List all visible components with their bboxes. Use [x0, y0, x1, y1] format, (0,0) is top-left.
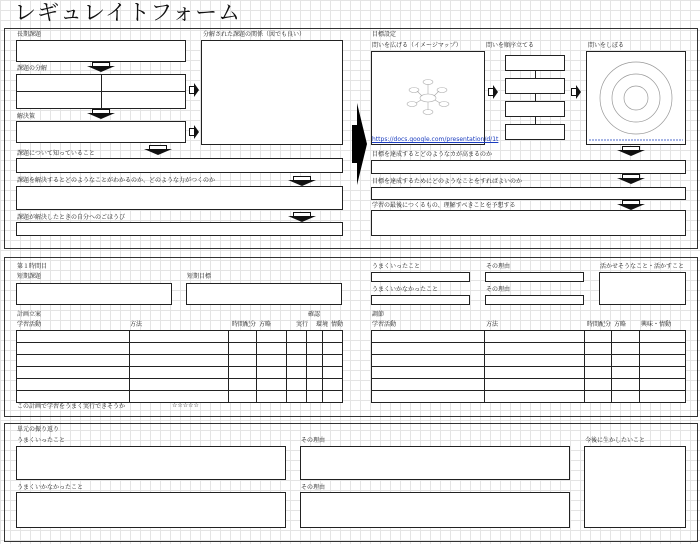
exec-header: 実行	[296, 321, 309, 328]
predict-box[interactable]	[371, 210, 686, 236]
table-row	[17, 367, 343, 379]
solution-box[interactable]	[16, 121, 186, 143]
went-well-label: うまくいったこと	[17, 437, 66, 444]
activity-header: 学習活動	[17, 321, 42, 328]
short-goal-box[interactable]	[186, 283, 342, 305]
environment-header: 環境	[316, 321, 329, 328]
presentation-link[interactable]: https://docs.google.com/presentation/d/1t	[372, 136, 499, 143]
widen-label: 問いを広げる（イメージマップ）	[372, 42, 462, 49]
table-row	[372, 355, 686, 367]
how-box[interactable]	[371, 187, 686, 200]
reason2-label: その理由	[301, 484, 326, 491]
strategy-header: 方略	[259, 321, 272, 328]
went-well-label: うまくいったこと	[372, 263, 421, 270]
known-box[interactable]	[16, 158, 343, 173]
confirm-label: 確認	[308, 311, 321, 318]
goal-setting-label: 目標設定	[372, 31, 397, 38]
narrow-target-box[interactable]	[586, 51, 686, 145]
future-box[interactable]	[584, 446, 686, 528]
method2-header: 方法	[486, 321, 499, 328]
table-row	[17, 331, 343, 343]
short-issue-label: 短期課題	[17, 273, 42, 280]
table-row	[372, 379, 686, 391]
short-goal-label: 短期目標	[187, 273, 212, 280]
reason-box[interactable]	[485, 272, 584, 282]
future-label: 今後に生かしたいこと	[585, 437, 646, 444]
order-box-4[interactable]	[505, 124, 565, 140]
time-alloc2-header: 時間配分	[587, 321, 612, 328]
big-arrow-right-icon	[352, 103, 366, 185]
long-term-issue-box[interactable]	[16, 40, 186, 62]
breakdown-divider-h	[16, 91, 186, 92]
reason2-label: その理由	[486, 286, 511, 293]
table-row	[372, 331, 686, 343]
order-box-1[interactable]	[505, 55, 565, 71]
plan-label: 計画立案	[17, 311, 42, 318]
went-bad-box[interactable]	[16, 492, 286, 528]
plan-table[interactable]	[16, 330, 343, 403]
order-connector	[535, 94, 536, 101]
table-row	[17, 355, 343, 367]
reward-label: 課題が解決したときの自分へのごほうび	[17, 214, 126, 221]
order-connector	[535, 71, 536, 78]
adjust-table[interactable]	[371, 330, 686, 403]
reason-label: その理由	[301, 437, 326, 444]
interest-header: 興味・情動	[641, 321, 672, 328]
target-circles-icon	[587, 52, 685, 144]
session-label: 第１時間目	[17, 263, 48, 270]
apply-box[interactable]	[599, 272, 686, 305]
long-term-issue-label: 長期課題	[17, 31, 42, 38]
order-box-2[interactable]	[505, 78, 565, 94]
method-header: 方法	[130, 321, 143, 328]
narrow-label: 問いをしぼる	[588, 42, 625, 49]
reason-box[interactable]	[300, 446, 570, 480]
predict-label: 学習の最後につくるもの、理解すべきことを予想する	[372, 202, 516, 209]
what-power-label: 課題を解決するとどのようなことがわかるのか、どのような力がつくのか	[17, 177, 216, 184]
mindmap-icon	[372, 52, 484, 144]
how-label: 目標を達成するためにどのようなことをすればよいのか	[372, 178, 523, 185]
self-eval-label: この計画で学習をうまく実行できそうか	[17, 403, 126, 410]
strategy2-header: 方略	[614, 321, 627, 328]
order-label: 問いを順序立てる	[486, 42, 535, 49]
table-row	[372, 343, 686, 355]
reward-box[interactable]	[16, 222, 343, 236]
issue-breakdown-label: 課題の分解	[17, 65, 48, 72]
adjust-label: 調節	[372, 311, 385, 318]
went-well-box[interactable]	[371, 272, 470, 282]
order-connector	[535, 117, 536, 124]
image-map-box[interactable]	[371, 51, 485, 145]
table-row	[372, 391, 686, 403]
short-issue-box[interactable]	[16, 283, 172, 305]
what-power-box[interactable]	[16, 186, 343, 210]
reason-label: その理由	[486, 263, 511, 270]
raise-label: 目標を達成するとどのようなカが高まるのか	[372, 151, 493, 158]
solution-label: 解決策	[17, 113, 36, 120]
order-box-3[interactable]	[505, 101, 565, 117]
went-bad-label: うまくいかなかったこと	[17, 484, 84, 491]
relation-label: 分解された課題の関係（図でも良い）	[203, 31, 306, 38]
reason2-box[interactable]	[485, 295, 584, 305]
raise-box[interactable]	[371, 160, 686, 174]
page-title: レギュレイトフォーム	[14, 1, 242, 26]
reason2-box[interactable]	[300, 492, 570, 528]
table-row	[17, 343, 343, 355]
went-well-box[interactable]	[16, 446, 286, 480]
star-rating[interactable]: ☆☆☆☆☆	[172, 402, 199, 409]
emotion-header: 情動	[331, 321, 344, 328]
table-row	[17, 379, 343, 391]
went-bad-box[interactable]	[371, 295, 470, 305]
relation-box[interactable]	[201, 40, 343, 145]
apply-label: 活かせそうなこと・活かすこと	[600, 263, 685, 270]
reflection-label: 単元の振り返り	[17, 426, 60, 433]
table-row	[17, 391, 343, 403]
known-label: 課題について知っていること	[17, 150, 95, 157]
went-bad-label: うまくいかなかったこと	[372, 286, 439, 293]
table-row	[372, 367, 686, 379]
activity2-header: 学習活動	[372, 321, 397, 328]
time-alloc-header: 時間配分	[232, 321, 257, 328]
